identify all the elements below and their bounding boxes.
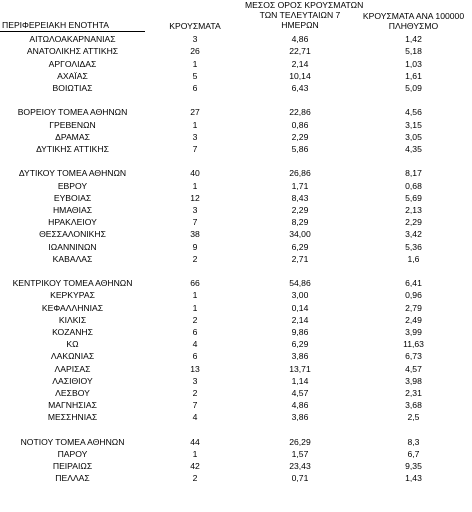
table-row (0, 143, 472, 155)
table-row (0, 167, 472, 179)
seven-day-average-cell: 0,71 (291, 473, 309, 484)
seven-day-average-cell: 2,29 (291, 204, 309, 215)
table-row (0, 241, 472, 253)
group-spacer (0, 155, 472, 167)
region-cell: ΛΕΣΒΟΥ (55, 387, 90, 398)
region-cell: ΗΜΑΘΙΑΣ (52, 204, 93, 215)
table-row (0, 45, 472, 57)
table-header (0, 0, 472, 33)
region-cell: ΠΕΙΡΑΙΩΣ (52, 461, 93, 472)
table-row (0, 460, 472, 472)
cases-per-100000-cell: 2,29 (405, 217, 422, 228)
cases-per-100000-cell: 2,31 (405, 387, 422, 398)
seven-day-average-cell: 2,29 (291, 131, 309, 142)
seven-day-average-cell: 3,00 (291, 290, 309, 301)
region-cell: ΚΙΛΚΙΣ (58, 314, 87, 325)
seven-day-average-cell: 3,86 (291, 351, 309, 362)
cases-per-100000-cell: 11,63 (403, 339, 424, 350)
table-row (0, 448, 472, 460)
cases-per-100000-cell: 6,41 (405, 278, 422, 289)
table-row (0, 180, 472, 192)
cases-cell: 1 (192, 448, 198, 459)
cases-per-100000-cell: 1,6 (407, 253, 420, 264)
table-row (0, 326, 472, 338)
cases-per-100000-cell: 3,05 (405, 131, 422, 142)
table-body (0, 33, 472, 484)
cases-per-100000-cell: 5,36 (405, 241, 422, 252)
seven-day-average-cell: 10,14 (289, 70, 311, 81)
table-row (0, 350, 472, 362)
cases-per-100000-cell: 4,35 (405, 143, 422, 154)
region-cell: ΚΑΒΑΛΑΣ (52, 253, 93, 264)
region-cell: ΒΟΙΩΤΙΑΣ (52, 82, 93, 93)
seven-day-average-cell: 4,57 (291, 387, 309, 398)
cases-cell: 6 (192, 82, 198, 93)
region-cell: ΚΕΡΚΥΡΑΣ (50, 290, 95, 301)
seven-day-average-cell: 6,29 (291, 241, 309, 252)
region-cell: ΗΡΑΚΛΕΙΟΥ (48, 217, 97, 228)
table-row (0, 204, 472, 216)
cases-cell: 40 (190, 168, 200, 179)
cases-per-100000-cell: 2,13 (405, 204, 422, 215)
cases-cell: 2 (192, 387, 198, 398)
seven-day-average-cell: 22,86 (289, 107, 311, 118)
region-cell: ΕΒΡΟΥ (57, 180, 88, 191)
table-row (0, 131, 472, 143)
seven-day-average-cell: 1,57 (291, 448, 309, 459)
cases-per-100000-cell: 3,42 (405, 229, 422, 240)
region-cell: ΠΕΛΛΑΣ (55, 473, 90, 484)
cases-cell: 38 (190, 229, 200, 240)
table-row (0, 387, 472, 399)
seven-day-average-cell: 1,14 (291, 375, 309, 386)
seven-day-average-cell: 23,43 (289, 461, 311, 472)
header-region: ΠΕΡΙΦΕΡΕΙΑΚΗ ΕΝΟΤΗΤΑ (2, 20, 109, 31)
table-row (0, 192, 472, 204)
table-row (0, 472, 472, 484)
seven-day-average-cell: 9,86 (291, 326, 309, 337)
seven-day-average-cell: 1,71 (291, 180, 309, 191)
cases-cell: 12 (190, 192, 200, 203)
region-cell: ΑΧΑΪΑΣ (57, 70, 88, 81)
cases-per-100000-cell: 1,43 (405, 473, 422, 484)
cases-cell: 4 (192, 412, 198, 423)
cases-cell: 5 (192, 70, 198, 81)
cases-per-100000-cell: 5,69 (405, 192, 422, 203)
table-row (0, 70, 472, 82)
region-cell: ΙΩΑΝΝΙΝΩΝ (48, 241, 97, 252)
cases-cell: 66 (190, 278, 200, 289)
cases-cell: 2 (192, 314, 198, 325)
region-cell: ΜΑΓΝΗΣΙΑΣ (48, 400, 97, 411)
cases-per-100000-cell: 1,03 (405, 58, 422, 69)
table-row (0, 338, 472, 350)
cases-cell: 7 (192, 400, 198, 411)
table-row (0, 228, 472, 240)
seven-day-average-cell: 26,86 (289, 168, 311, 179)
seven-day-average-cell: 4,86 (291, 400, 309, 411)
cases-cell: 7 (192, 217, 198, 228)
cases-cell: 26 (190, 46, 200, 57)
table-row (0, 436, 472, 448)
table-row (0, 119, 472, 131)
table-row (0, 33, 472, 45)
cases-cell: 3 (192, 34, 198, 45)
table-row (0, 277, 472, 289)
cases-per-100000-cell: 4,57 (405, 363, 422, 374)
cases-cell: 6 (192, 326, 198, 337)
cases-per-100000-cell: 8,17 (405, 168, 422, 179)
region-cell: ΚΕΦΑΛΛΗΝΙΑΣ (41, 302, 104, 313)
region-cell: ΑΡΓΟΛΙΔΑΣ (48, 58, 97, 69)
seven-day-average-cell: 2,71 (291, 253, 309, 264)
seven-day-average-cell: 0,86 (291, 119, 309, 130)
region-cell: ΑΝΑΤΟΛΙΚΗΣ ΑΤΤΙΚΗΣ (26, 46, 119, 57)
cases-cell: 6 (192, 351, 198, 362)
cases-cell: 1 (192, 119, 198, 130)
header-cases-per-100000: ΚΡΟΥΣΜΑΤΑ ΑΝΑ 100000 ΠΛΗΘΥΣΜΟ (362, 10, 465, 31)
table-row (0, 411, 472, 423)
cases-per-100000-cell: 2,5 (407, 412, 420, 423)
region-cell: ΛΑΚΩΝΙΑΣ (50, 351, 95, 362)
cases-cell: 3 (192, 204, 198, 215)
seven-day-average-cell: 6,43 (291, 82, 309, 93)
cases-per-100000-cell: 3,68 (405, 400, 422, 411)
cases-per-100000-cell: 0,68 (405, 180, 422, 191)
cases-cell: 2 (192, 253, 198, 264)
table-row (0, 363, 472, 375)
cases-per-100000-cell: 2,49 (405, 314, 422, 325)
table-row (0, 58, 472, 70)
region-cell: ΝΟΤΙΟΥ ΤΟΜΕΑ ΑΘΗΝΩΝ (20, 436, 125, 447)
region-cell: ΜΕΣΣΗΝΙΑΣ (47, 412, 98, 423)
cases-per-100000-cell: 5,18 (405, 46, 422, 57)
region-cell: ΔΡΑΜΑΣ (55, 131, 90, 142)
cases-cell: 7 (192, 143, 198, 154)
seven-day-average-cell: 13,71 (289, 363, 311, 374)
cases-cell: 2 (192, 473, 198, 484)
cases-cell: 3 (192, 375, 198, 386)
table-row (0, 314, 472, 326)
group-spacer (0, 424, 472, 436)
cases-per-100000-cell: 1,61 (405, 70, 422, 81)
region-cell: ΓΡΕΒΕΝΩΝ (49, 119, 96, 130)
table-row (0, 82, 472, 94)
cases-per-100000-cell: 3,15 (405, 119, 422, 130)
cases-per-100000-cell: 3,98 (405, 375, 422, 386)
table-row (0, 106, 472, 118)
cases-cell: 42 (190, 461, 200, 472)
group-spacer (0, 265, 472, 277)
region-cell: ΛΑΣΙΘΙΟΥ (52, 375, 93, 386)
table-row (0, 375, 472, 387)
cases-cell: 1 (192, 290, 198, 301)
cases-cell: 13 (190, 363, 200, 374)
table-row (0, 216, 472, 228)
region-cell: ΕΥΒΟΙΑΣ (53, 192, 92, 203)
cases-per-100000-cell: 3,99 (405, 326, 422, 337)
cases-cell: 4 (192, 339, 198, 350)
table-row (0, 399, 472, 411)
region-cell: ΚΟΖΑΝΗΣ (52, 326, 93, 337)
table-row (0, 302, 472, 314)
seven-day-average-cell: 5,86 (291, 143, 309, 154)
region-cell: ΛΑΡΙΣΑΣ (54, 363, 91, 374)
cases-per-100000-cell: 6,7 (407, 448, 420, 459)
seven-day-average-cell: 0,14 (291, 302, 309, 313)
cases-per-100000-cell: 4,56 (405, 107, 422, 118)
cases-cell: 1 (192, 58, 198, 69)
cases-per-100000-cell: 8,3 (407, 436, 420, 447)
cases-per-100000-cell: 6,73 (405, 351, 422, 362)
seven-day-average-cell: 34,00 (289, 229, 311, 240)
region-cell: ΘΕΣΣΑΛΟΝΙΚΗΣ (39, 229, 106, 240)
cases-cell: 27 (190, 107, 200, 118)
seven-day-average-cell: 22,71 (289, 46, 311, 57)
table-row (0, 253, 472, 265)
header-seven-day-average: ΜΕΣΟΣ ΟΡΟΣ ΚΡΟΥΣΜΑΤΩΝ ΤΩΝ ΤΕΛΕΥΤΑΙΩΝ 7 ΗΜΕΡΩΝ (245, 0, 364, 31)
region-cell: ΒΟΡΕΙΟΥ ΤΟΜΕΑ ΑΘΗΝΩΝ (17, 107, 128, 118)
region-cell: ΚΕΝΤΡΙΚΟΥ ΤΟΜΕΑ ΑΘΗΝΩΝ (12, 278, 133, 289)
region-cell: ΑΙΤΩΛΟΑΚΑΡΝΑΝΙΑΣ (29, 34, 116, 45)
table-row (0, 289, 472, 301)
cases-per-100000-cell: 2,79 (405, 302, 422, 313)
region-cell: ΠΑΡΟΥ (57, 448, 88, 459)
seven-day-average-cell: 2,14 (291, 314, 309, 325)
region-cell: ΔΥΤΙΚΟΥ ΤΟΜΕΑ ΑΘΗΝΩΝ (18, 168, 127, 179)
cases-per-100000-cell: 1,42 (405, 34, 422, 45)
seven-day-average-cell: 8,43 (291, 192, 309, 203)
seven-day-average-cell: 4,86 (291, 34, 309, 45)
cases-per-100000-cell: 0,96 (405, 290, 422, 301)
cases-cell: 44 (190, 436, 200, 447)
cases-per-100000-cell: 9,35 (405, 461, 422, 472)
cases-cell: 1 (192, 180, 198, 191)
seven-day-average-cell: 3,86 (291, 412, 309, 423)
cases-cell: 9 (192, 241, 198, 252)
cases-cell: 1 (192, 302, 198, 313)
header-cases: ΚΡΟΥΣΜΑΤΑ (169, 20, 221, 31)
seven-day-average-cell: 54,86 (289, 278, 311, 289)
seven-day-average-cell: 6,29 (291, 339, 309, 350)
region-cell: ΚΩ (66, 339, 79, 350)
cases-per-100000-cell: 5,09 (405, 82, 422, 93)
seven-day-average-cell: 8,29 (291, 217, 309, 228)
seven-day-average-cell: 2,14 (291, 58, 309, 69)
seven-day-average-cell: 26,29 (289, 436, 311, 447)
group-spacer (0, 94, 472, 106)
region-cell: ΔΥΤΙΚΗΣ ΑΤΤΙΚΗΣ (36, 143, 109, 154)
cases-cell: 3 (192, 131, 198, 142)
